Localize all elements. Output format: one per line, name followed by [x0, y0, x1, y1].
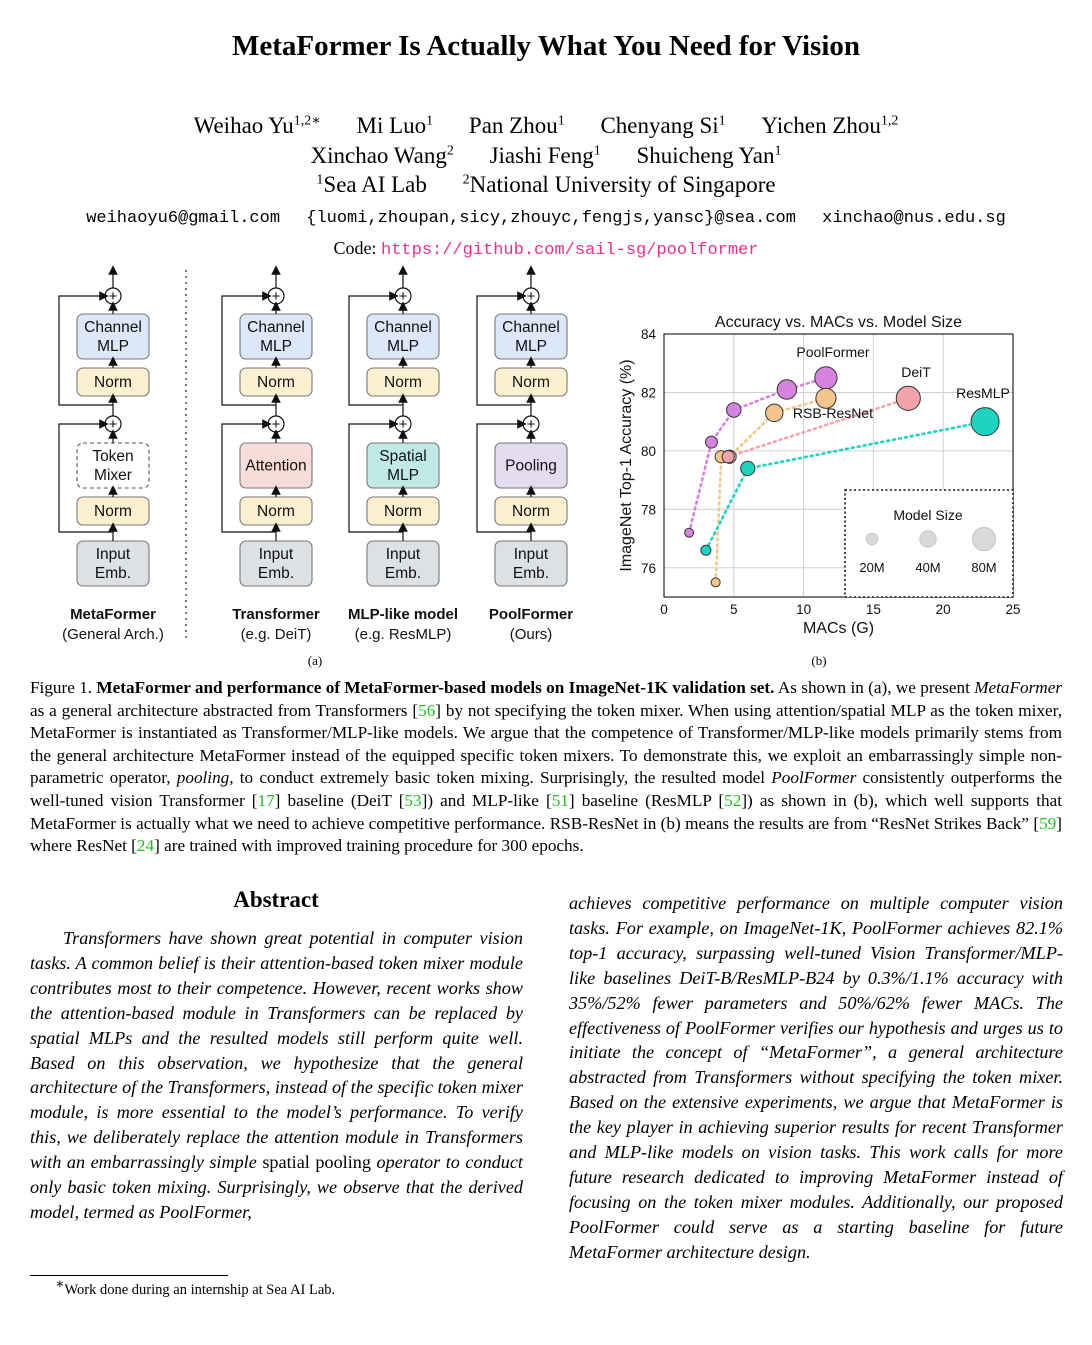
token-mixer-block-text: MLP [387, 467, 419, 484]
channel-mlp-block-text: MLP [387, 338, 419, 355]
data-point [971, 408, 999, 436]
data-point [766, 404, 783, 421]
size-legend-marker [920, 531, 936, 547]
residual-add-symbol: + [398, 288, 408, 305]
series-label: ResMLP [956, 385, 1010, 401]
data-point [777, 380, 796, 399]
scatter-chart [618, 314, 1021, 637]
channel-mlp-block-text: Channel [247, 319, 305, 336]
norm-block-text: Norm [512, 503, 550, 520]
figure-1 [0, 262, 1092, 672]
x-tick-label: 20 [935, 602, 951, 617]
x-tick-label: 0 [660, 602, 668, 617]
data-point [706, 436, 718, 448]
input-embedding-block-text: Input [95, 546, 131, 563]
size-legend-marker [972, 527, 995, 550]
norm-block-text: Norm [257, 503, 295, 520]
residual-add-symbol: + [271, 416, 281, 433]
x-tick-label: 15 [865, 602, 881, 617]
model-description: (General Arch.) [62, 626, 164, 643]
input-embedding-block-text: Emb. [257, 565, 295, 582]
data-point [685, 528, 694, 537]
data-point [727, 403, 741, 417]
citation-link[interactable]: 52 [724, 790, 742, 810]
panel-label-a: (a) [307, 653, 323, 668]
author: Shuicheng Yan$^1$ [636, 143, 782, 168]
norm-block-text: Norm [257, 374, 295, 391]
model-description: (e.g. DeiT) [240, 626, 312, 643]
citation-link[interactable]: 24 [136, 836, 155, 856]
size-legend-marker [866, 533, 878, 545]
footnote: ∗Work done during an internship at Sea AI Lab. [55, 1277, 336, 1298]
residual-add-symbol: + [108, 288, 118, 305]
affiliation: $^2$National University of Singapore [462, 172, 776, 197]
norm-block-text: Norm [94, 503, 132, 520]
input-embedding-block-text: Emb. [94, 565, 132, 582]
input-embedding-block-text: Emb. [384, 565, 422, 582]
token-mixer-block-text: Attention [245, 457, 307, 475]
abstract-right-column: achieves competitive performance on multiple computer vision tasks. For example, on ImageNet-1K, PoolFormer achieves 82.1% top-1 accuracy, surpassing well-tuned Vision Transformer/MLP-like baselines DeiT-B/ResMLP-B24 by 0.3%/1.1% accuracy with 35%/52% fewer parameters and 50%/62% fewer MACs. The effectiveness of PoolFormer verifies our hypothesis and urges us to initiate the concept of “MetaFormer”, a general architecture abstracted from Transformers without specifying the token mixer. Based on the extensive experiments, we argue that MetaFormer is the key player in achieving superior results for recent Transformer and MLP-like models on vision tasks. This work calls for more future research dedicated to improving MetaFormer instead of focusing on the token mixer modules. Additionally, our proposed PoolFormer could serve as a starting baseline for future MetaFormer architecture design. [569, 893, 1063, 1262]
y-tick-label: 84 [640, 327, 656, 342]
y-tick-label: 80 [640, 443, 656, 459]
email[interactable]: {luomi,zhoupan,sicy,zhouyc,fengjs,yansc}@sea.com [306, 209, 796, 228]
data-point [896, 386, 920, 410]
footnote-rule [30, 1275, 228, 1276]
norm-block-text: Norm [384, 503, 422, 520]
author: Jiashi Feng$^1$ [489, 143, 601, 168]
model-name: Transformer [232, 606, 320, 623]
size-legend-label: 20M [859, 560, 885, 575]
data-point [815, 367, 837, 389]
authors-line-2 [0, 143, 1092, 169]
citation-link[interactable]: 59 [1039, 813, 1057, 833]
x-tick-label: 10 [796, 602, 812, 617]
y-tick-label: 76 [640, 560, 656, 576]
data-point [711, 578, 720, 587]
series-label: DeiT [901, 364, 931, 380]
email[interactable]: weihaoyu6@gmail.com [86, 209, 281, 228]
norm-block-text: Norm [384, 374, 422, 391]
y-axis-label: ImageNet Top-1 Accuracy (%) [618, 359, 635, 572]
affiliation: $^1$Sea AI Lab [316, 172, 427, 197]
figure-caption: Figure 1. MetaFormer and performance of MetaFormer-based models on ImageNet-1K validation set. As shown in (a), we present MetaFormer as a general architecture abstracted from Transformers [56] by not specifying the token mixer. When using attention/spatial MLP as the token mixer, MetaFormer is instantiated as Transformer/MLP-like models. We argue that the competence of Transformer/MLP-like models primarily stems from the general architecture MetaFormer instead of the equipped specific token mixers. To demonstrate this, we exploit an embarrassingly simple non-parametric operator, pooling, to conduct extremely basic token mixing. Surprisingly, the resulted model PoolFormer consistently outperforms the well-tuned vision Transformer [17] baseline (DeiT [53]) and MLP-like [51] baseline (ResMLP [52]) as shown in (b), which well supports that MetaFormer is actually what we need to achieve competitive performance. RSB-ResNet in (b) means the results are from “ResNet Strikes Back” [59] where ResNet [24] are trained with improved training procedure for 300 epochs. [30, 678, 1063, 856]
size-legend-label: 80M [971, 560, 997, 575]
authors-line-1 [0, 113, 1092, 139]
architecture-diagram [59, 270, 573, 643]
citation-link[interactable]: 53 [404, 790, 422, 810]
author: Pan Zhou$^1$ [468, 113, 565, 138]
emails [0, 209, 1092, 228]
y-tick-label: 78 [640, 502, 656, 518]
model-description: (Ours) [509, 626, 553, 643]
author: Weihao $Yu^{1,2∗}$ [193, 113, 321, 138]
residual-add-symbol: + [271, 288, 281, 305]
series-label: PoolFormer [796, 344, 870, 360]
author: Xinchao Wang$^2$ [310, 143, 454, 168]
series-label: RSB-ResNet [792, 405, 874, 421]
data-point [701, 545, 711, 555]
token-mixer-block-text: Pooling [505, 457, 557, 475]
model-name: MLP-like model [347, 606, 459, 623]
citation-link[interactable]: 51 [551, 790, 569, 810]
x-axis-label: MACs (G) [802, 620, 875, 637]
input-embedding-block-text: Input [385, 546, 421, 563]
token-mixer-block-text: Mixer [94, 467, 132, 484]
code-label: Code: [333, 238, 377, 258]
citation-link[interactable]: 17 [257, 790, 275, 810]
residual-add-symbol: + [108, 416, 118, 433]
token-mixer-block-text: Spatial [379, 448, 427, 465]
input-embedding-block-text: Input [258, 546, 294, 563]
author: Mi Luo$^1$ [356, 113, 434, 138]
paper-title: MetaFormer Is Actually What You Need for Vision [231, 30, 861, 62]
x-tick-label: 25 [1005, 602, 1021, 617]
author: Chenyang Si$^1$ [600, 113, 726, 138]
affiliations [0, 172, 1092, 198]
residual-add-symbol: + [526, 416, 536, 433]
token-mixer-block-text: Token [92, 448, 134, 465]
input-embedding-block-text: Emb. [512, 565, 550, 582]
citation-link[interactable]: 56 [418, 700, 436, 720]
data-point [722, 451, 734, 463]
chart-title: Accuracy vs. MACs vs. Model Size [714, 314, 963, 331]
norm-block-text: Norm [512, 374, 550, 391]
residual-add-symbol: + [526, 288, 536, 305]
model-name: MetaFormer [70, 606, 156, 623]
size-legend-label: 40M [915, 560, 941, 575]
email[interactable]: xinchao@nus.edu.sg [822, 209, 1006, 228]
x-tick-label: 5 [730, 602, 738, 617]
data-point [741, 461, 755, 475]
model-name: PoolFormer [488, 606, 574, 623]
y-tick-label: 82 [640, 385, 656, 401]
channel-mlp-block-text: Channel [84, 319, 142, 336]
abstract-left-column: Transformers have shown great potential in computer vision tasks. A common belief is their attention-based token mixer module contributes most to their competence. However, recent works show the attention-based module in Transformers can be replaced by spatial MLPs and the resulted models still perform quite well. Based on this observation, we hypothesize that the general architecture of the Transformers, instead of the specific token mixer module, is more essential to the model’s performance. To verify this, we deliberately replace the attention module in Transformers with an embarrassingly simple spatial pooling operator to conduct only basic token mixing. Surprisingly, we observe that the derived model, termed as PoolFormer, [30, 928, 523, 1222]
code-link[interactable]: https://github.com/sail-sg/poolformer [381, 241, 759, 260]
author: Yichen Zhou$^{1,2}$ [761, 113, 899, 138]
norm-block-text: Norm [94, 374, 132, 391]
residual-add-symbol: + [398, 416, 408, 433]
model-description: (e.g. ResMLP) [354, 626, 452, 643]
channel-mlp-block-text: Channel [502, 319, 560, 336]
panel-label-b: (b) [811, 653, 827, 668]
channel-mlp-block-text: Channel [374, 319, 432, 336]
size-legend-title: Model Size [893, 507, 963, 523]
abstract-heading: Abstract [233, 887, 319, 912]
code-line [0, 238, 1092, 260]
channel-mlp-block-text: MLP [97, 338, 129, 355]
channel-mlp-block-text: MLP [260, 338, 292, 355]
channel-mlp-block-text: MLP [515, 338, 547, 355]
input-embedding-block-text: Input [513, 546, 549, 563]
